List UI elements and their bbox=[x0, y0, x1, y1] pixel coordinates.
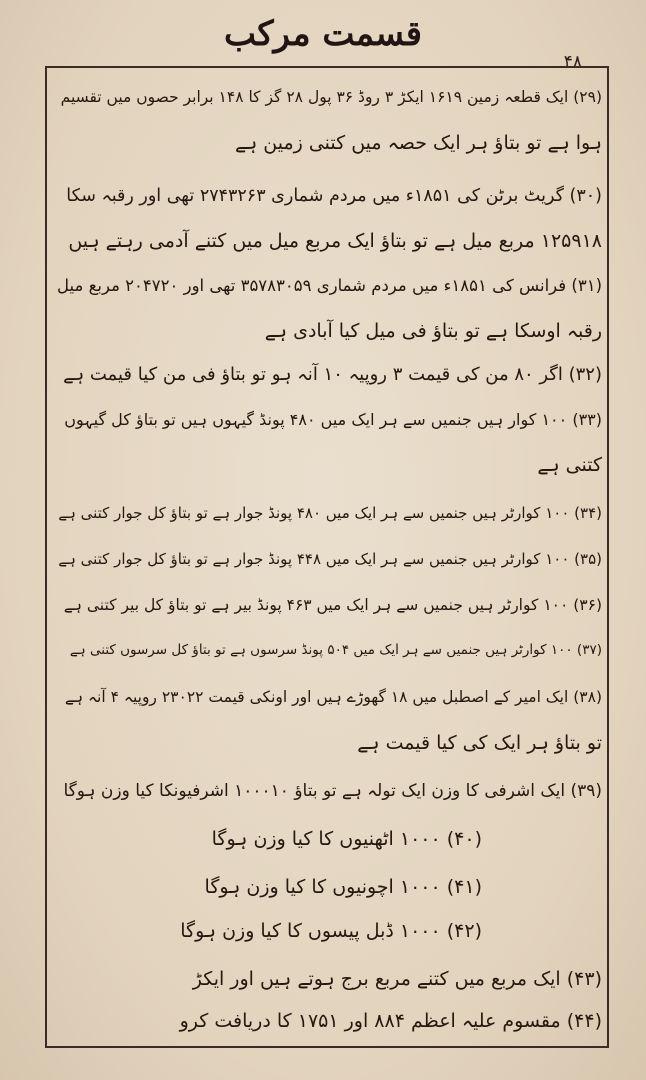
problem-line: (۳۴) ۱۰۰ کوارٹر ہیں جنمیں سے ہر ایک میں ۴۸۰ پونڈ جوار ہے تو بتاؤ کل جوار کتنی ہے bbox=[58, 504, 602, 522]
page-number: ۴۸ bbox=[563, 52, 582, 72]
problem-line: (۳۵) ۱۰۰ کوارٹر ہیں جنمیں سے ہر ایک میں ۴۴۸ پونڈ جوار ہے تو بتاؤ کل جوار کتنی ہے bbox=[58, 550, 602, 568]
problem-list bbox=[52, 80, 602, 1040]
problem-line: (۳۳) ۱۰۰ کوار ہیں جنمیں سے ہر ایک میں ۴۸۰ پونڈ گیہوں ہیں تو بتاؤ کل گیہوں bbox=[64, 410, 602, 429]
problem-line: ۱۲۵۹۱۸ مربع میل ہے تو بتاؤ ایک مربع میل میں کتنے آدمی رہتے ہیں bbox=[68, 230, 602, 252]
problem-line: (۳۰) گریٹ برٹن کی ۱۸۵۱ء میں مردم شماری ۲۷۴۳۲۶۳ تھی اور رقبہ سکا bbox=[66, 186, 602, 206]
problem-line: (۳۶) ۱۰۰ کوارٹر ہیں جنمیں سے ہر ایک میں ۴۶۳ پونڈ بیر ہے تو بتاؤ کل بیر کتنی ہے bbox=[63, 596, 602, 614]
problem-line: (۴۱) ۱۰۰۰ اچونیوں کا کیا وزن ہوگا bbox=[204, 876, 482, 898]
problem-line: (۴۴) مقسوم علیہ اعظم ۸۸۴ اور ۱۷۵۱ کا دریافت کرو bbox=[179, 1010, 602, 1032]
problem-line: (۳۱) فرانس کی ۱۸۵۱ء میں مردم شماری ۳۵۷۸۳۰۵۹ تھی اور ۲۰۴۷۲۰ مربع میل bbox=[57, 276, 602, 295]
problem-line: (۳۸) ایک امیر کے اصطبل میں ۱۸ گھوڑے ہیں اور اونکی قیمت ۲۳۰۲۲ روپیہ ۴ آنہ ہے bbox=[64, 688, 602, 706]
problem-line: تو بتاؤ ہر ایک کی کیا قیمت ہے bbox=[357, 732, 602, 754]
problem-line: رقبہ اوسکا ہے تو بتاؤ فی میل کیا آبادی ہے bbox=[264, 320, 602, 342]
problem-line: (۴۲) ۱۰۰۰ ڈبل پیسوں کا کیا وزن ہوگا bbox=[180, 920, 482, 942]
problem-line: (۴۳) ایک مربع میں کتنے مربع برج ہوتے ہیں اور ایکڑ bbox=[192, 968, 602, 990]
problem-line: (۳۷) ۱۰۰ کوارٹر ہیں جنمیں سے ہر ایک میں ۵۰۴ پونڈ سرسوں ہے تو بتاؤ کل سرسوں کتنی ہے bbox=[69, 642, 602, 658]
page-title: قسمت مرکب bbox=[223, 14, 422, 54]
problem-line: (۴۰) ۱۰۰۰ اٹھنیوں کا کیا وزن ہوگا bbox=[211, 828, 482, 850]
problem-line: (۳۹) ایک اشرفی کا وزن ایک تولہ ہے تو بتاؤ ۱۰۰۰۱۰ اشرفیونکا کیا وزن ہوگا bbox=[63, 781, 602, 801]
problem-line: کتنی ہے bbox=[537, 454, 602, 476]
problem-line: (۲۹) ایک قطعہ زمین ۱۶۱۹ ایکڑ ۳ روڈ ۳۶ پول ۲۸ گز کا ۱۴۸ برابر حصوں میں تقسیم bbox=[60, 88, 602, 106]
problem-line: (۳۲) اگر ۸۰ من کی قیمت ۳ روپیہ ۱۰ آنہ ہو تو بتاؤ فی من کیا قیمت ہے bbox=[63, 364, 602, 385]
problem-line: ہوا ہے تو بتاؤ ہر ایک حصہ میں کتنی زمین ہے bbox=[234, 132, 602, 154]
